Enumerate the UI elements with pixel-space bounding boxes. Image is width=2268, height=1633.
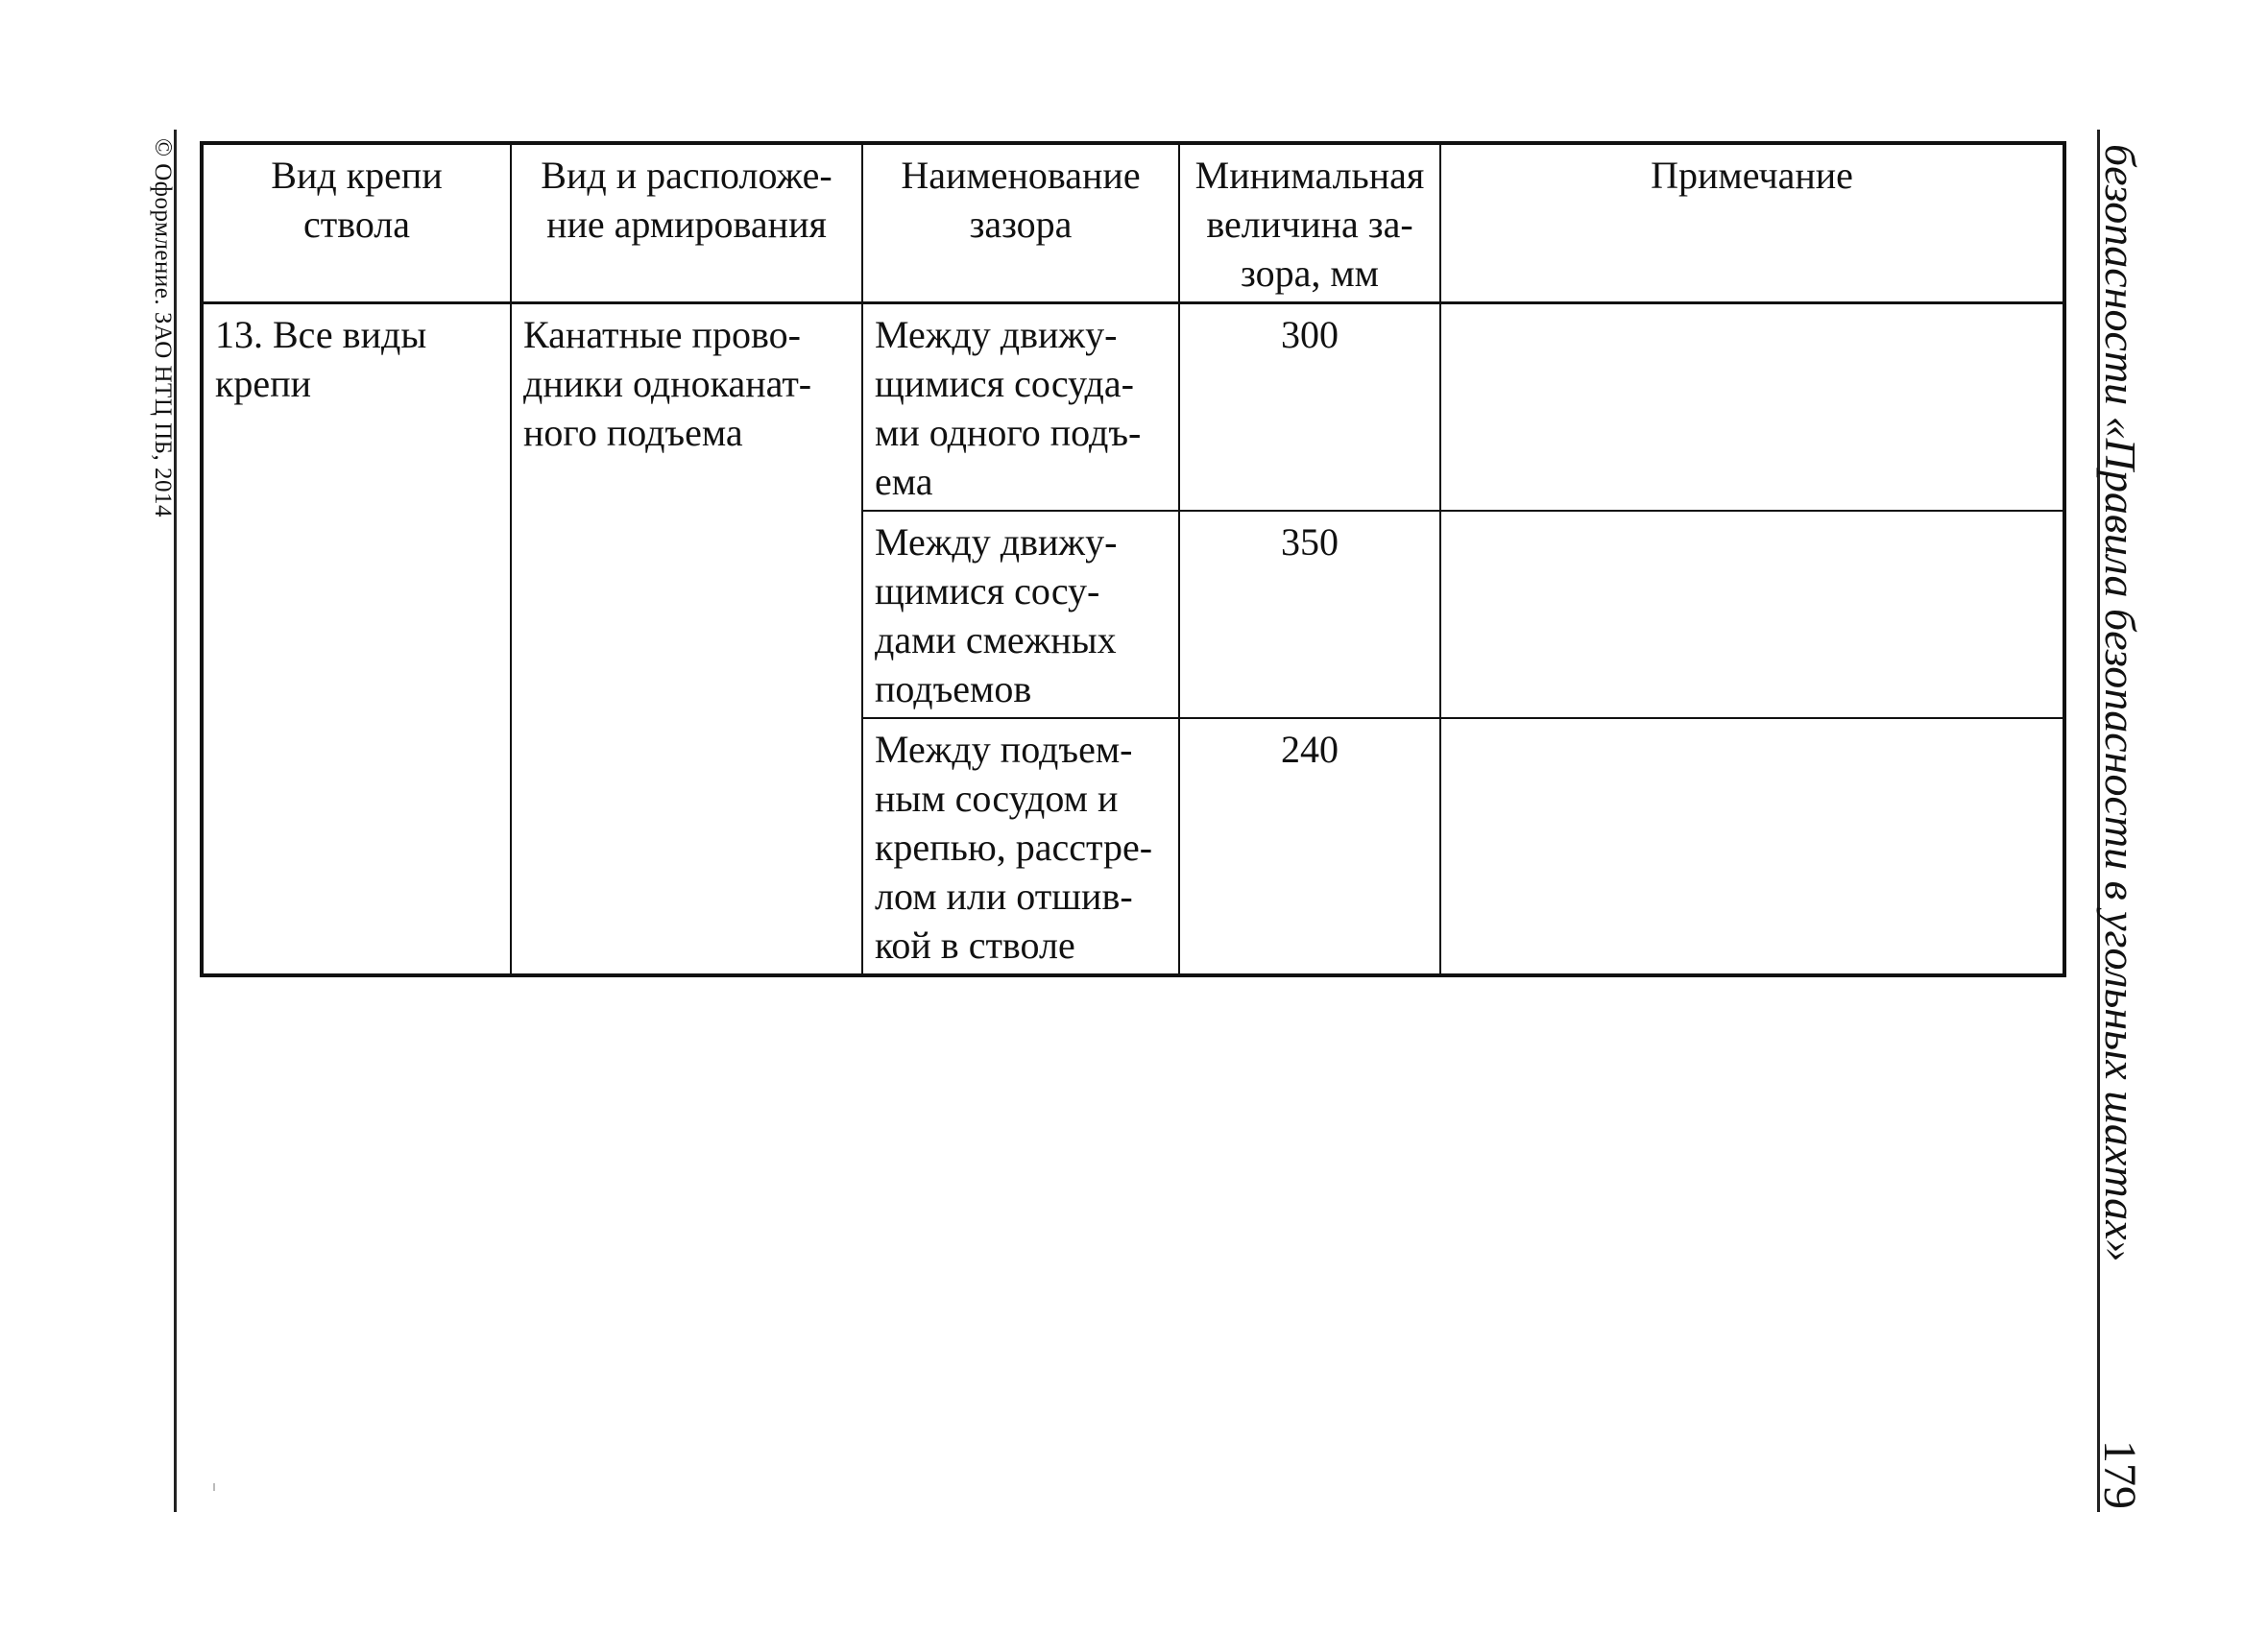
- table-header-row: [202, 143, 2064, 303]
- header-arrangement: Вид и расположе- ние армирования: [511, 143, 862, 303]
- running-head: безопасности «Правила безопасности в угольных шахтах»: [2096, 144, 2145, 1262]
- cell-gap-name: Между подъем- ным сосудом и крепью, расстре- лом или отшив- кой в стволе: [862, 718, 1179, 975]
- cell-gap-name: Между движу- щимися сосуда- ми одного подъ- ема: [862, 303, 1179, 512]
- clearance-table: [200, 141, 2066, 977]
- header-note: Примечание: [1440, 143, 2064, 303]
- copyright-notice: © Оформление. ЗАО НТЦ ПБ, 2014: [150, 138, 176, 518]
- cell-gap-name: Между движу- щимися сосу- дами смежных подъемов: [862, 511, 1179, 718]
- page-number: 179: [2094, 1440, 2145, 1509]
- header-min-gap: Минимальная величина за- зора, мм: [1179, 143, 1440, 303]
- cell-min-gap: 240: [1179, 718, 1440, 975]
- cell-min-gap: 300: [1179, 303, 1440, 512]
- header-support-type: Вид крепи ствола: [202, 143, 511, 303]
- cell-min-gap: 350: [1179, 511, 1440, 718]
- header-gap-name: Наименование зазора: [862, 143, 1179, 303]
- cell-note: [1440, 303, 2064, 512]
- cell-note: [1440, 511, 2064, 718]
- table-row: [202, 303, 2064, 512]
- cell-support-type: 13. Все виды крепи: [202, 303, 511, 976]
- cell-note: [1440, 718, 2064, 975]
- cell-arrangement: Канатные прово- дники одноканат- ного подъема: [511, 303, 862, 976]
- scan-speck: [213, 1483, 215, 1491]
